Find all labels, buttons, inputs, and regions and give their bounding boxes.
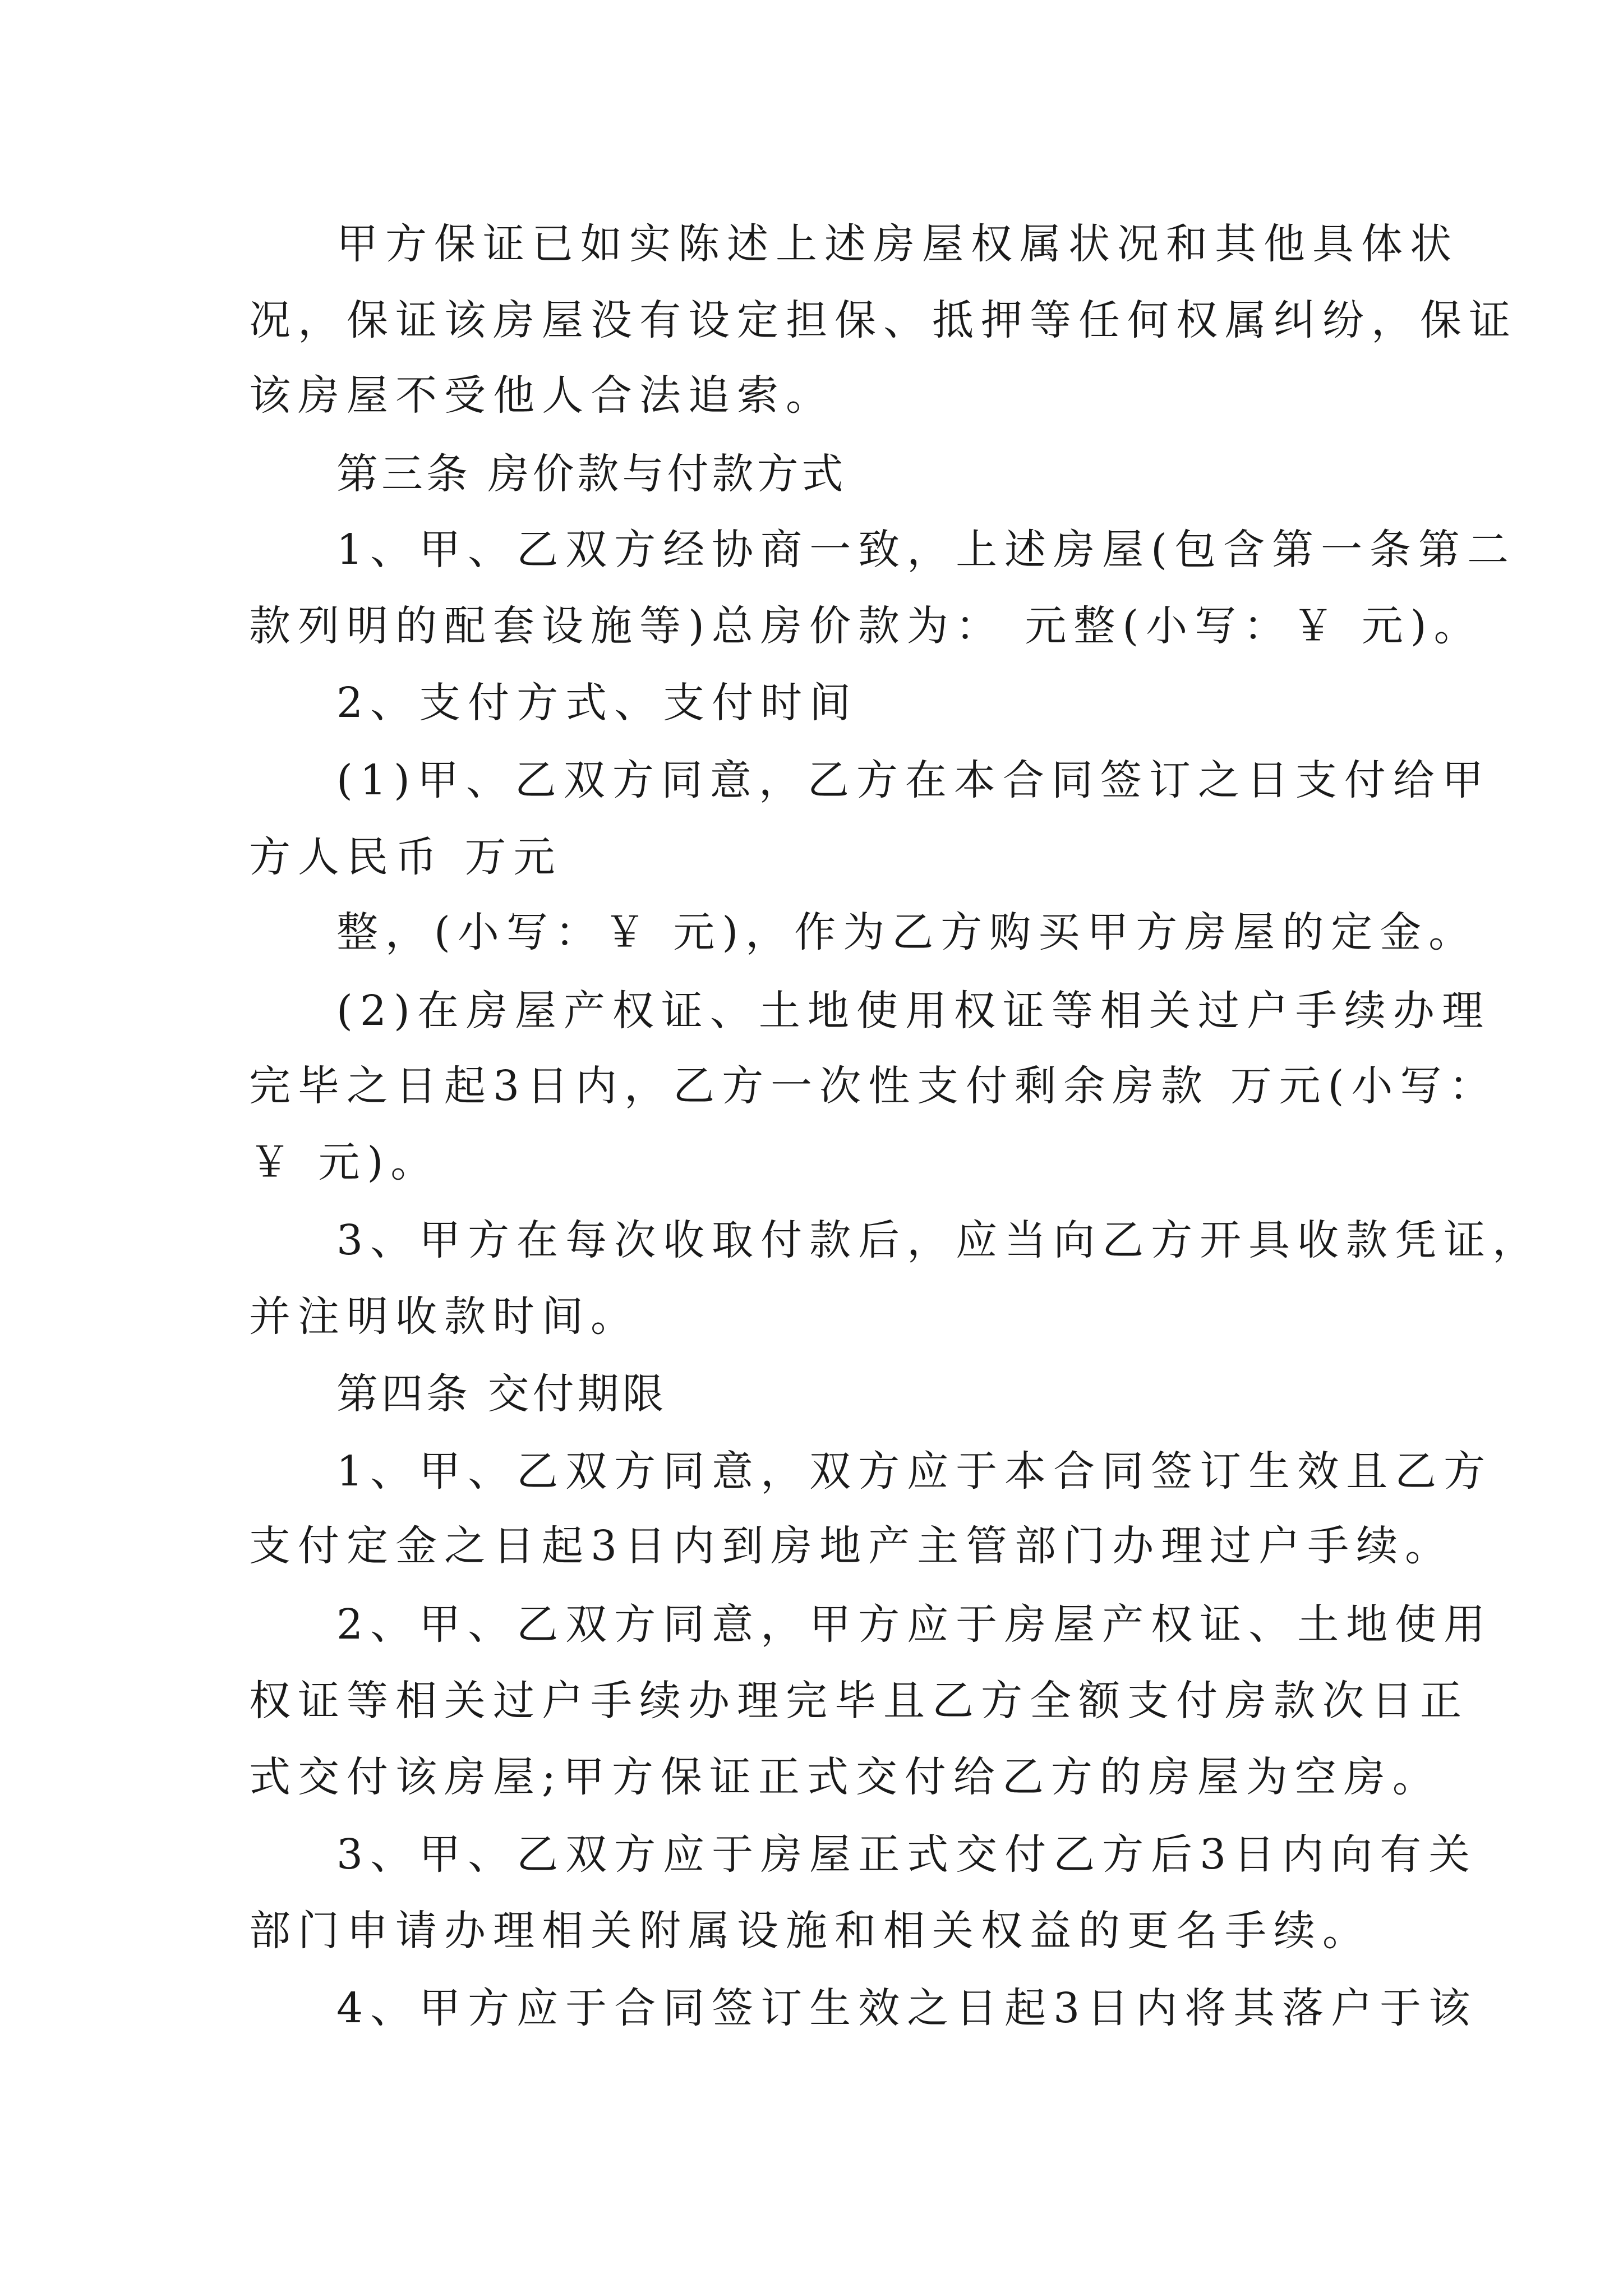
section-heading: 第四条 交付期限 (336, 1370, 667, 1418)
paragraph-line: (1)甲、乙双方同意，乙方在本合同签订之日支付给甲 (336, 756, 1491, 804)
paragraph-line: 3、甲方在每次收取付款后，应当向乙方开具收款凭证， (336, 1216, 1542, 1264)
paragraph-line: 1、甲、乙双方同意，双方应于本合同签订生效且乙方 (336, 1447, 1493, 1496)
paragraph-line: 支付定金之日起3日内到房地产主管部门办理过户手续。 (249, 1522, 1454, 1570)
section-heading: 第三条 房价款与付款方式 (336, 450, 847, 498)
paragraph-line: (2)在房屋产权证、土地使用权证等相关过户手续办理 (336, 987, 1491, 1035)
paragraph-line: 3、甲、乙双方应于房屋正式交付乙方后3日内向有关 (336, 1830, 1478, 1879)
paragraph-line: 2、支付方式、支付时间 (336, 679, 859, 727)
paragraph-line: 方人民币 万元 (249, 833, 562, 881)
paragraph-line: 2、甲、乙双方同意，甲方应于房屋产权证、土地使用 (336, 1600, 1493, 1649)
paragraph-line: 甲方保证已如实陈述上述房屋权属状况和其他具体状 (336, 220, 1459, 268)
paragraph-line: 况，保证该房屋没有设定担保、抵押等任何权属纠纷，保证 (249, 296, 1518, 344)
paragraph-line: ￥ 元)。 (249, 1138, 440, 1186)
paragraph-line: 权证等相关过户手续办理完毕且乙方全额支付房款次日正 (249, 1677, 1469, 1725)
paragraph-line: 式交付该房屋;甲方保证正式交付给乙方的房屋为空房。 (249, 1753, 1441, 1801)
paragraph-line: 1、甲、乙双方经协商一致，上述房屋(包含第一条第二 (336, 526, 1516, 574)
paragraph-line: 并注明收款时间。 (249, 1292, 639, 1341)
paragraph-line: 该房屋不受他人合法追索。 (249, 371, 834, 420)
paragraph-line: 整，(小写：￥ 元)，作为乙方购买甲方房屋的定金。 (336, 908, 1478, 956)
paragraph-line: 款列明的配套设施等)总房价款为： 元整(小写：￥ 元)。 (249, 602, 1483, 650)
paragraph-line: 4、甲方应于合同签订生效之日起3日内将其落户于该 (336, 1984, 1478, 2032)
paragraph-line: 部门申请办理相关附属设施和相关权益的更名手续。 (249, 1907, 1371, 1955)
paragraph-line: 完毕之日起3日内，乙方一次性支付剩余房款 万元(小写： (249, 1062, 1498, 1110)
